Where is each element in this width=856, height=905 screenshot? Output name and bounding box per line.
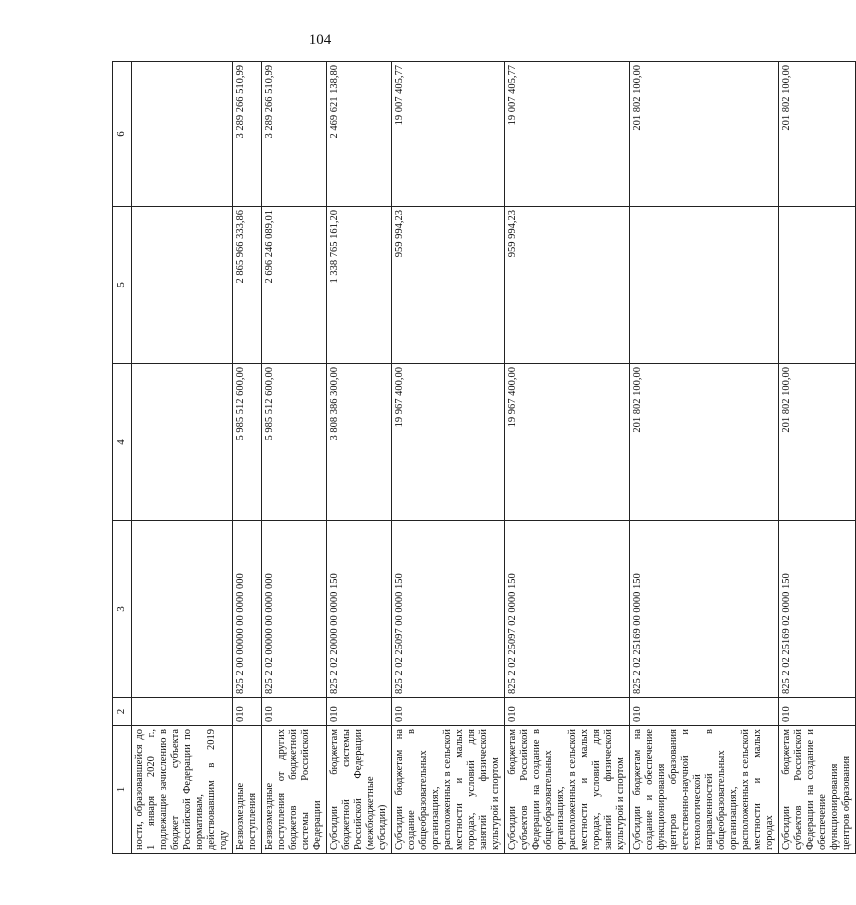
budget-table	[112, 61, 856, 854]
row-kbk-cell: 825 2 02 25169 02 0000 150	[779, 521, 856, 698]
row-col4-cell: 19 967 400,00	[505, 364, 630, 521]
table-row	[132, 62, 233, 854]
row-col5-cell	[132, 207, 233, 364]
row-col4-cell: 19 967 400,00	[392, 364, 505, 521]
row-col6-cell: 2 469 621 138,80	[327, 62, 392, 207]
row-name-cell: ности, образовавшейся до 1 января 2020 г., подлежащие зачислению в бюджет субъекта Российской Федерации по нормативам, действовавшим в 2019 году	[132, 726, 233, 854]
row-col6-cell	[132, 62, 233, 207]
row-code-cell: 010	[262, 698, 327, 726]
table-row	[630, 62, 779, 854]
header-col-4: 4	[113, 364, 132, 521]
row-name-cell: Субсидии бюджетам субъектов Российской Федерации на создание в общеобразовательных организациях, расположенных в сельской местности и малых городах, условий для занятий физической культурой и спортом	[505, 726, 630, 854]
row-code-cell	[132, 698, 233, 726]
table-row	[392, 62, 505, 854]
row-kbk-cell	[132, 521, 233, 698]
row-col4-cell	[132, 364, 233, 521]
row-col4-cell: 201 802 100,00	[779, 364, 856, 521]
row-name-cell: Безвозмездные поступления	[233, 726, 262, 854]
row-col4-cell: 5 985 512 600,00	[262, 364, 327, 521]
row-name-cell: Субсидии бюджетам субъектов Российской Федерации на создание и обеспечение функционирования центров образования	[779, 726, 856, 854]
page-number: 104	[308, 32, 332, 48]
row-name-cell: Субсидии бюджетам бюджетной системы Российской Федерации (межбюджетные субсидии)	[327, 726, 392, 854]
row-code-cell: 010	[779, 698, 856, 726]
row-kbk-cell: 825 2 02 25169 00 0000 150	[630, 521, 779, 698]
header-row	[113, 62, 132, 854]
row-col6-cell: 19 007 405,77	[505, 62, 630, 207]
header-col-2: 2	[113, 698, 132, 726]
row-code-cell: 010	[327, 698, 392, 726]
row-col5-cell	[779, 207, 856, 364]
row-code-cell: 010	[392, 698, 505, 726]
header-col-3: 3	[113, 521, 132, 698]
row-col5-cell: 1 338 765 161,20	[327, 207, 392, 364]
row-code-cell: 010	[505, 698, 630, 726]
row-name-cell: Субсидии бюджетам на создание и обеспечение функционирования центров образования естественно-научной и технологической направленностей в общеобразовательных организациях, расположенных в сельской местности и малых городах	[630, 726, 779, 854]
row-col6-cell: 3 289 266 510,99	[233, 62, 262, 207]
row-col5-cell: 2 865 966 333,86	[233, 207, 262, 364]
row-name-cell: Безвозмездные поступления от других бюджетов бюджетной системы Российской Федерации	[262, 726, 327, 854]
row-kbk-cell: 825 2 00 00000 00 0000 000	[233, 521, 262, 698]
row-col4-cell: 3 808 386 300,00	[327, 364, 392, 521]
row-kbk-cell: 825 2 02 20000 00 0000 150	[327, 521, 392, 698]
row-col5-cell: 959 994,23	[505, 207, 630, 364]
row-col5-cell: 959 994,23	[392, 207, 505, 364]
header-col-6: 6	[113, 62, 132, 207]
table-row	[505, 62, 630, 854]
row-col6-cell: 201 802 100,00	[630, 62, 779, 207]
header-col-5: 5	[113, 207, 132, 364]
rotated-table-wrapper	[112, 62, 852, 854]
row-col4-cell: 5 985 512 600,00	[233, 364, 262, 521]
row-col6-cell: 19 007 405,77	[392, 62, 505, 207]
row-kbk-cell: 825 2 02 25097 00 0000 150	[392, 521, 505, 698]
row-col5-cell: 2 696 246 089,01	[262, 207, 327, 364]
row-col6-cell: 201 802 100,00	[779, 62, 856, 207]
row-col5-cell	[630, 207, 779, 364]
table-row	[327, 62, 392, 854]
table-row	[262, 62, 327, 854]
row-name-cell: Субсидии бюджетам на создание в общеобразовательных организациях, расположенных в сельской местности и малых городах, условий для занятий физической культурой и спортом	[392, 726, 505, 854]
row-col6-cell: 3 289 266 510,99	[262, 62, 327, 207]
row-kbk-cell: 825 2 02 00000 00 0000 000	[262, 521, 327, 698]
header-col-1: 1	[113, 726, 132, 854]
table-row	[779, 62, 856, 854]
row-col4-cell: 201 802 100,00	[630, 364, 779, 521]
table-row	[233, 62, 262, 854]
row-kbk-cell: 825 2 02 25097 02 0000 150	[505, 521, 630, 698]
row-code-cell: 010	[233, 698, 262, 726]
row-code-cell: 010	[630, 698, 779, 726]
